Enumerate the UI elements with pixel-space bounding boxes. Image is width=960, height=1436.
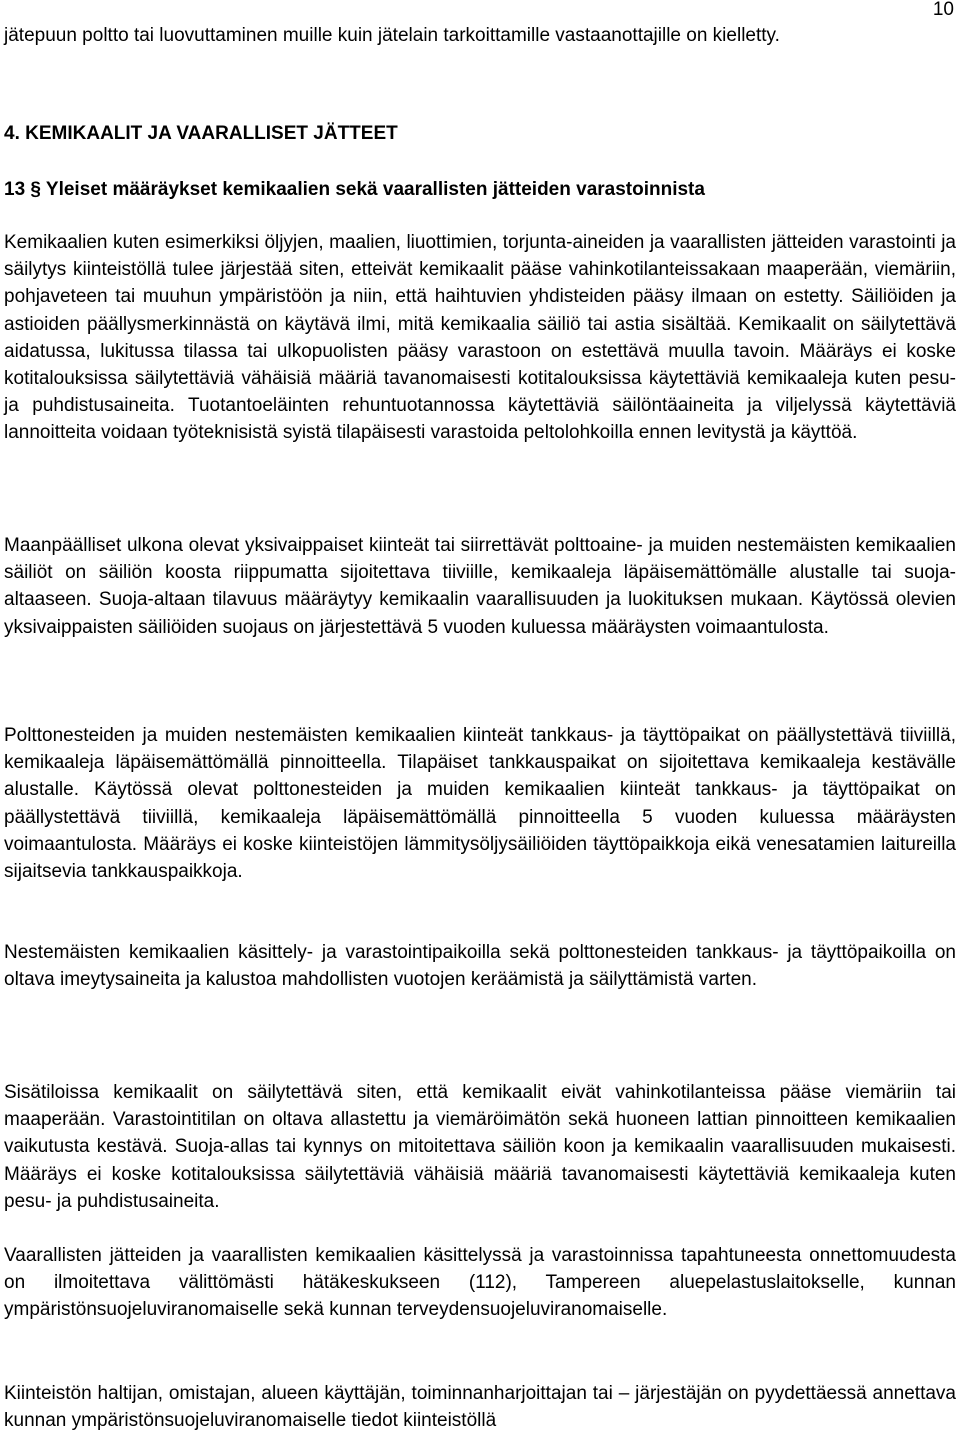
body-paragraph-2: Maanpäälliset ulkona olevat yksivaippaiset kiinteät tai siirrettävät polttoaine- ja muiden nestemäisten kemikaalien säiliöt on säiliön koosta riippumatta sijoitettava tiiviille, kemikaaleja läpäisemättömälle alustalle tai suoja-altaaseen. Suoja-altaan tilavuus määräytyy kemikaalin vaarallisuuden ja luokituksen mukaan. Käytössä olevien yksivaippaisten säiliöiden suojaus on järjestettävä 5 vuoden kuluessa määräysten voimaantulosta. — [4, 535, 956, 638]
body-paragraph-4: Nestemäisten kemikaalien käsittely- ja varastointipaikoilla sekä polttonesteiden tankkaus- ja täyttöpaikoilla on oltava imeytysaineita ja kalustoa mahdollisten vuotojen keräämistä ja säilyttämistä varten. — [4, 942, 956, 991]
document-page — [4, 0, 956, 1436]
page-number: 10 — [932, 0, 954, 20]
section-heading: 13 § Yleiset määräykset kemikaalien sekä vaarallisten jätteiden varastoinnista — [4, 179, 705, 200]
body-paragraph-6: Vaarallisten jätteiden ja vaarallisten kemikaalien käsittelyssä ja varastoinnissa tapahtuneesta onnettomuudesta on ilmoitettava välittömästi hätäkeskukseen (112), Tampereen aluepelastuslaitokselle, kunnan ympäristönsuojeluviranomaiselle sekä kunnan terveydensuojeluviranomaiselle. — [4, 1245, 956, 1321]
body-paragraph-5: Sisätiloissa kemikaalit on säilytettävä siten, että kemikaalit eivät vahinkotilanteissa pääse viemäriin tai maaperään. Varastointitilan on oltava allastettu ja viemäröimätön sekä huoneen lattian pinnoitteen kemikaalien vaikutusta kestävä. Suoja-allas tai kynnys on mitoitettava säiliön koon ja kemikaalin vaarallisuuden mukaisesti. Määräys ei koske kotitalouksissa säilytettäviä vähäisiä määriä tavanomaisesti käytettäviä kemikaaleja kuten pesu- ja puhdistusaineita. — [4, 1082, 956, 1212]
body-paragraph-7: Kiinteistön haltijan, omistajan, alueen käyttäjän, toiminnanharjoittajan tai – järjestäjän on pyydettäessä annettava kunnan ympäristönsuojeluviranomaiselle tiedot kiinteistöllä — [4, 1383, 956, 1432]
intro-paragraph: jätepuun poltto tai luovuttaminen muille kuin jätelain tarkoittamille vastaanottajille on kielletty. — [4, 25, 780, 46]
body-paragraph-1: Kemikaalien kuten esimerkiksi öljyjen, maalien, liuottimien, torjunta-aineiden ja vaarallisten jätteiden varastointi ja säilytys kiinteistöllä tulee järjestää siten, etteivät kemikaalit pääse vahinkotilanteissakaan maaperään, viemäriin, pohjaveteen tai muuhun ympäristöön ja niin, että haihtuvien yhdisteiden pääsy ilmaan on estetty. Säiliöiden ja astioiden päällysmerkinnästä on käytävä ilmi, mitä kemikaalia säiliö tai astia sisältää. Kemikaalit on säilytettävä aidatussa, lukitussa tilassa tai ulkopuolisten pääsy varastoon on estettävä muulla tavoin. Määräys ei koske kotitalouksissa säilytettäviä vähäisiä määriä tavanomaisesti kotitalouksissa käytettäviä kemikaaleja kuten pesu- ja puhdistusaineita. Tuotantoeläinten rehuntuotannossa käytettäviä säilöntäaineita ja viljelyssä käytettäviä lannoitteita voidaan työteknisistä syistä tilapäisesti varastoida peltolohkoilla ennen levitystä ja käyttöä. — [4, 232, 956, 444]
body-paragraph-3: Polttonesteiden ja muiden nestemäisten kemikaalien kiinteät tankkaus- ja täyttöpaikat on päällystettävä tiiviillä, kemikaaleja läpäisemättömällä pinnoitteella. Tilapäiset tankkauspaikat on sijoitettava kemikaaleja kestävälle alustalle. Käytössä olevat polttonesteiden ja muiden kemikaalien kiinteät tankkaus- ja täyttöpaikat on päällystettävä tiiviillä, kemikaaleja läpäisemättömällä pinnoitteella 5 vuoden kuluessa määräysten voimaantulosta. Määräys ei koske kiinteistöjen lämmitysöljysäiliöiden täyttöpaikkoja eikä venesatamien laitureilla sijaitsevia tankkauspaikkoja. — [4, 725, 956, 883]
chapter-heading: 4. KEMIKAALIT JA VAARALLISET JÄTTEET — [4, 123, 398, 144]
